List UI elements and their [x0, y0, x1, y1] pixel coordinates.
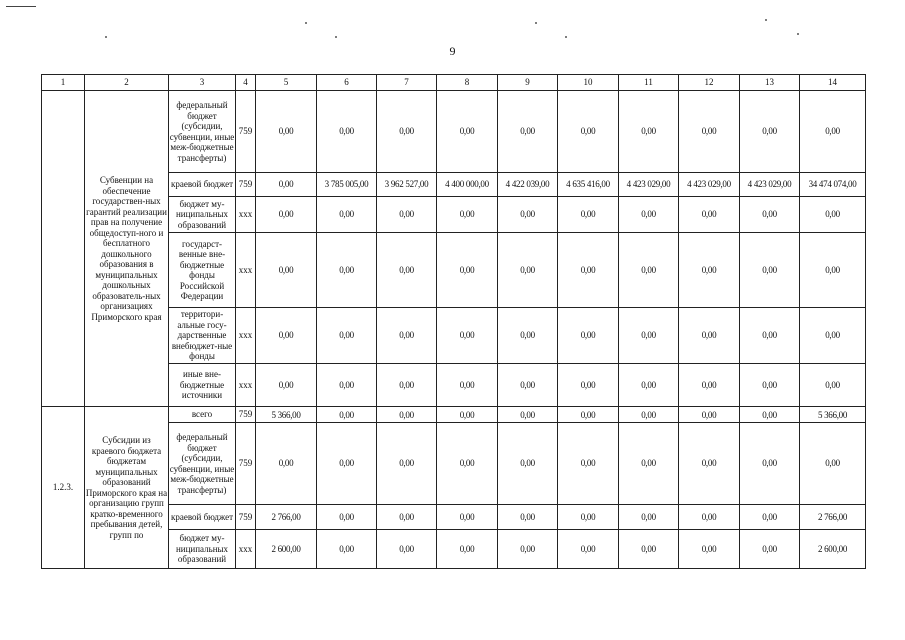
- scan-speck: [535, 22, 537, 24]
- amount-cell: 0,00: [679, 364, 740, 407]
- amount-cell: 0,00: [377, 364, 437, 407]
- amount-cell: 0,00: [498, 407, 558, 423]
- activity-description-cell: Субвенции на обеспечение государствен-ных гарантий реализации прав на получение общедоступ-ного и бесплатного дошкольного образования в муниципальных дошкольных образователь-ных организациях Приморского края: [85, 91, 169, 407]
- column-header: 1: [42, 75, 85, 91]
- amount-cell: 3 785 005,00: [317, 173, 377, 197]
- amount-cell: 0,00: [800, 364, 866, 407]
- amount-cell: 0,00: [740, 91, 800, 173]
- amount-cell: 0,00: [558, 505, 619, 530]
- amount-cell: 34 474 074,00: [800, 173, 866, 197]
- amount-cell: 0,00: [498, 505, 558, 530]
- funding-source-cell: краевой бюджет: [169, 505, 236, 530]
- amount-cell: 0,00: [317, 197, 377, 233]
- amount-cell: 0,00: [377, 233, 437, 308]
- amount-cell: 0,00: [377, 308, 437, 364]
- amount-cell: 0,00: [317, 233, 377, 308]
- amount-cell: 0,00: [679, 530, 740, 569]
- scan-speck: [797, 33, 799, 35]
- amount-cell: 0,00: [679, 407, 740, 423]
- amount-cell: 0,00: [437, 407, 498, 423]
- amount-cell: 0,00: [256, 91, 317, 173]
- amount-cell: 0,00: [317, 91, 377, 173]
- amount-cell: 4 423 029,00: [679, 173, 740, 197]
- row-number-cell: [42, 91, 85, 407]
- amount-cell: 0,00: [377, 407, 437, 423]
- amount-cell: 0,00: [437, 233, 498, 308]
- amount-cell: 0,00: [679, 233, 740, 308]
- amount-cell: 0,00: [619, 91, 679, 173]
- column-header: 2: [85, 75, 169, 91]
- amount-cell: 4 422 039,00: [498, 173, 558, 197]
- amount-cell: 0,00: [256, 233, 317, 308]
- amount-cell: 0,00: [498, 423, 558, 505]
- amount-cell: 0,00: [679, 308, 740, 364]
- amount-cell: 4 423 029,00: [740, 173, 800, 197]
- amount-cell: 0,00: [437, 364, 498, 407]
- amount-cell: 0,00: [558, 364, 619, 407]
- amount-cell: 0,00: [437, 530, 498, 569]
- activity-description-cell: Субсидии из краевого бюджета бюджетам муниципальных образований Приморского края на организацию групп кратко-временного пребывания детей, групп по: [85, 407, 169, 569]
- funding-source-cell: федеральный бюджет (субсидии, субвенции, иные меж-бюджетные трансферты): [169, 91, 236, 173]
- amount-cell: 5 366,00: [256, 407, 317, 423]
- amount-cell: 2 600,00: [800, 530, 866, 569]
- amount-cell: 0,00: [740, 505, 800, 530]
- budget-code-cell: xxx: [236, 233, 256, 308]
- amount-cell: 0,00: [800, 423, 866, 505]
- amount-cell: 0,00: [317, 364, 377, 407]
- amount-cell: 0,00: [558, 530, 619, 569]
- amount-cell: 5 366,00: [800, 407, 866, 423]
- amount-cell: 4 400 000,00: [437, 173, 498, 197]
- funding-source-cell: государст-венные вне-бюджетные фонды Российской Федерации: [169, 233, 236, 308]
- amount-cell: 0,00: [437, 505, 498, 530]
- amount-cell: 0,00: [619, 505, 679, 530]
- amount-cell: 2 766,00: [800, 505, 866, 530]
- amount-cell: 0,00: [256, 364, 317, 407]
- amount-cell: 0,00: [679, 423, 740, 505]
- amount-cell: 0,00: [558, 308, 619, 364]
- amount-cell: 0,00: [679, 505, 740, 530]
- budget-code-cell: xxx: [236, 308, 256, 364]
- budget-code-cell: xxx: [236, 364, 256, 407]
- column-header: 12: [679, 75, 740, 91]
- amount-cell: 0,00: [256, 308, 317, 364]
- amount-cell: 0,00: [437, 308, 498, 364]
- amount-cell: 0,00: [317, 407, 377, 423]
- scan-speck: [105, 36, 107, 38]
- amount-cell: 0,00: [256, 173, 317, 197]
- amount-cell: 0,00: [619, 197, 679, 233]
- amount-cell: 0,00: [498, 530, 558, 569]
- amount-cell: 0,00: [619, 423, 679, 505]
- amount-cell: 0,00: [377, 197, 437, 233]
- budget-code-cell: 759: [236, 423, 256, 505]
- budget-code-cell: 759: [236, 173, 256, 197]
- amount-cell: 0,00: [498, 233, 558, 308]
- amount-cell: 3 962 527,00: [377, 173, 437, 197]
- amount-cell: 0,00: [679, 197, 740, 233]
- row-number-cell: 1.2.3.: [42, 407, 85, 569]
- amount-cell: 4 423 029,00: [619, 173, 679, 197]
- amount-cell: 0,00: [256, 197, 317, 233]
- funding-source-cell: краевой бюджет: [169, 173, 236, 197]
- column-header: 11: [619, 75, 679, 91]
- scan-speck: [765, 19, 767, 21]
- amount-cell: 0,00: [740, 308, 800, 364]
- budget-code-cell: 759: [236, 505, 256, 530]
- page-number: 9: [449, 44, 456, 58]
- funding-source-cell: бюджет му-ниципальных образований: [169, 197, 236, 233]
- amount-cell: 0,00: [800, 233, 866, 308]
- amount-cell: 0,00: [377, 505, 437, 530]
- amount-cell: 0,00: [740, 233, 800, 308]
- scan-speck: [335, 36, 337, 38]
- column-header: 14: [800, 75, 866, 91]
- amount-cell: 0,00: [619, 364, 679, 407]
- amount-cell: 0,00: [498, 364, 558, 407]
- amount-cell: 0,00: [558, 233, 619, 308]
- amount-cell: 0,00: [377, 91, 437, 173]
- amount-cell: 0,00: [740, 197, 800, 233]
- amount-cell: 0,00: [619, 233, 679, 308]
- budget-table: [41, 74, 866, 569]
- column-header: 3: [169, 75, 236, 91]
- table-row: [42, 407, 866, 423]
- amount-cell: 0,00: [800, 91, 866, 173]
- column-header: 13: [740, 75, 800, 91]
- funding-source-cell: всего: [169, 407, 236, 423]
- column-header: 7: [377, 75, 437, 91]
- column-header: 5: [256, 75, 317, 91]
- amount-cell: 0,00: [800, 197, 866, 233]
- column-header: 4: [236, 75, 256, 91]
- funding-source-cell: бюджет му-ниципальных образований: [169, 530, 236, 569]
- amount-cell: 0,00: [437, 423, 498, 505]
- amount-cell: 0,00: [740, 423, 800, 505]
- amount-cell: 0,00: [558, 91, 619, 173]
- amount-cell: 0,00: [437, 91, 498, 173]
- column-header: 9: [498, 75, 558, 91]
- amount-cell: 0,00: [317, 308, 377, 364]
- funding-source-cell: федеральный бюджет (субсидии, субвенции, иные меж-бюджетные трансферты): [169, 423, 236, 505]
- scan-speck: [565, 36, 567, 38]
- table-row: [42, 91, 866, 173]
- amount-cell: 0,00: [498, 197, 558, 233]
- amount-cell: 0,00: [377, 423, 437, 505]
- amount-cell: 0,00: [498, 308, 558, 364]
- funding-source-cell: территори-альные госу-дарственные внебюджет-ные фонды: [169, 308, 236, 364]
- amount-cell: 0,00: [619, 407, 679, 423]
- amount-cell: 0,00: [377, 530, 437, 569]
- amount-cell: 0,00: [558, 407, 619, 423]
- budget-code-cell: xxx: [236, 530, 256, 569]
- amount-cell: 2 766,00: [256, 505, 317, 530]
- amount-cell: 0,00: [619, 308, 679, 364]
- amount-cell: 0,00: [498, 91, 558, 173]
- amount-cell: 0,00: [317, 423, 377, 505]
- column-header: 8: [437, 75, 498, 91]
- amount-cell: 2 600,00: [256, 530, 317, 569]
- budget-code-cell: 759: [236, 91, 256, 173]
- amount-cell: 0,00: [317, 505, 377, 530]
- budget-code-cell: 759: [236, 407, 256, 423]
- amount-cell: 0,00: [679, 91, 740, 173]
- column-header: 10: [558, 75, 619, 91]
- amount-cell: 0,00: [740, 364, 800, 407]
- budget-code-cell: xxx: [236, 197, 256, 233]
- scan-speck: [305, 22, 307, 24]
- amount-cell: 0,00: [740, 407, 800, 423]
- column-header: 6: [317, 75, 377, 91]
- amount-cell: 0,00: [317, 530, 377, 569]
- amount-cell: 4 635 416,00: [558, 173, 619, 197]
- amount-cell: 0,00: [800, 308, 866, 364]
- scan-corner-line: [6, 6, 36, 7]
- amount-cell: 0,00: [619, 530, 679, 569]
- header-row: [42, 75, 866, 91]
- amount-cell: 0,00: [558, 423, 619, 505]
- amount-cell: 0,00: [437, 197, 498, 233]
- amount-cell: 0,00: [740, 530, 800, 569]
- amount-cell: 0,00: [256, 423, 317, 505]
- amount-cell: 0,00: [558, 197, 619, 233]
- funding-source-cell: иные вне-бюджетные источники: [169, 364, 236, 407]
